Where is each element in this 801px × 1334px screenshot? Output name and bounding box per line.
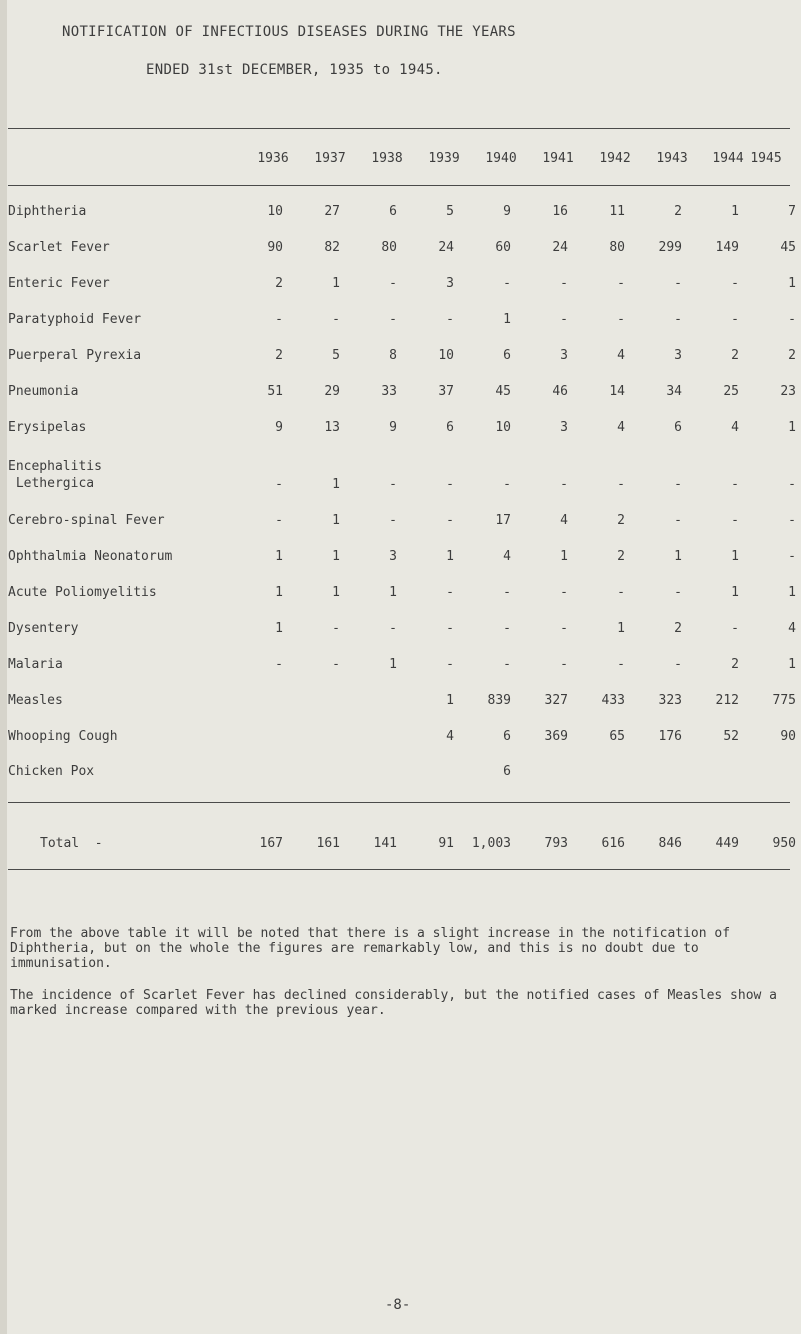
table-cell: 13	[324, 420, 340, 435]
table-row	[0, 459, 801, 512]
table-cell: 1	[731, 585, 739, 600]
table-cell: -	[617, 657, 625, 672]
table-cell: 24	[552, 240, 568, 255]
table-row	[0, 584, 801, 604]
table-cell: -	[389, 312, 397, 327]
table-row	[0, 275, 801, 295]
table-cell: 45	[780, 240, 796, 255]
table-cell: 80	[609, 240, 625, 255]
table-row	[0, 656, 801, 676]
year-header: 1940	[485, 151, 517, 166]
table-cell: 327	[544, 693, 568, 708]
table-cell: 5	[332, 348, 340, 363]
total-rule	[8, 869, 790, 870]
total-cell: 846	[658, 836, 682, 851]
table-cell: -	[389, 477, 397, 492]
table-cell: 1	[446, 549, 454, 564]
table-cell: 2	[788, 348, 796, 363]
page-subtitle: ENDED 31st DECEMBER, 1935 to 1945.	[146, 62, 443, 78]
row-label: Paratyphoid Fever	[8, 312, 142, 327]
table-cell: -	[503, 585, 511, 600]
row-label: Acute Poliomyelitis	[8, 585, 157, 600]
table-row	[0, 512, 801, 532]
table-cell: 6	[389, 204, 397, 219]
table-cell: -	[617, 477, 625, 492]
table-row	[0, 692, 801, 712]
paragraph-scarlet-fever: The incidence of Scarlet Fever has declined considerably, but the notified cases of Measles show a marked increase compared with the previous year.	[10, 988, 778, 1018]
row-label: Chicken Pox	[8, 764, 95, 779]
table-row	[0, 548, 801, 568]
row-label: Puerperal Pyrexia	[8, 348, 142, 363]
table-cell: 1	[788, 585, 796, 600]
table-cell: -	[446, 312, 454, 327]
table-cell: 775	[772, 693, 796, 708]
year-header: 1936	[257, 151, 289, 166]
table-cell: 2	[731, 657, 739, 672]
table-cell: 25	[723, 384, 739, 399]
row-label: Scarlet Fever	[8, 240, 110, 255]
table-cell: 176	[658, 729, 682, 744]
table-cell: -	[389, 513, 397, 528]
table-row	[0, 239, 801, 259]
table-cell: -	[788, 513, 796, 528]
table-cell: 369	[544, 729, 568, 744]
table-cell: -	[560, 657, 568, 672]
total-cell: 449	[715, 836, 739, 851]
table-cell: 46	[552, 384, 568, 399]
table-cell: -	[332, 657, 340, 672]
table-cell: 10	[438, 348, 454, 363]
table-cell: -	[731, 312, 739, 327]
table-cell: -	[446, 513, 454, 528]
table-cell: 82	[324, 240, 340, 255]
year-header: 1939	[428, 151, 460, 166]
table-cell: 45	[495, 384, 511, 399]
table-cell: -	[674, 657, 682, 672]
total-cell: 167	[259, 836, 283, 851]
table-cell: 433	[601, 693, 625, 708]
table-cell: 1	[731, 204, 739, 219]
table-cell: 1	[332, 585, 340, 600]
table-cell: 1	[674, 549, 682, 564]
table-cell: -	[560, 477, 568, 492]
table-cell: 5	[446, 204, 454, 219]
table-cell: 149	[715, 240, 739, 255]
table-cell: 1	[332, 549, 340, 564]
table-cell: -	[731, 621, 739, 636]
table-cell: 1	[275, 549, 283, 564]
table-cell: 323	[658, 693, 682, 708]
table-cell: 65	[609, 729, 625, 744]
table-top-rule	[8, 128, 790, 129]
table-cell: 1	[332, 513, 340, 528]
table-cell: 4	[560, 513, 568, 528]
table-cell: -	[275, 312, 283, 327]
total-label: Total -	[40, 836, 103, 851]
year-header: 1942	[599, 151, 631, 166]
table-cell: 14	[609, 384, 625, 399]
table-cell: -	[503, 477, 511, 492]
table-cell: 6	[503, 348, 511, 363]
table-cell: 4	[503, 549, 511, 564]
table-header-row	[0, 150, 801, 170]
row-label: Malaria	[8, 657, 63, 672]
table-cell: 212	[715, 693, 739, 708]
table-cell: -	[731, 477, 739, 492]
table-cell: 10	[267, 204, 283, 219]
page-title: NOTIFICATION OF INFECTIOUS DISEASES DURING THE YEARS	[62, 24, 516, 40]
table-cell: 33	[381, 384, 397, 399]
total-cell: 616	[601, 836, 625, 851]
table-cell: 23	[780, 384, 796, 399]
table-cell: 3	[560, 420, 568, 435]
table-header-rule	[8, 185, 790, 186]
table-cell: 4	[788, 621, 796, 636]
table-cell: 6	[503, 729, 511, 744]
table-cell: 4	[617, 348, 625, 363]
table-row	[0, 203, 801, 223]
table-cell: 16	[552, 204, 568, 219]
total-row	[0, 835, 801, 855]
table-cell: 52	[723, 729, 739, 744]
table-cell: -	[503, 276, 511, 291]
table-cell: -	[674, 477, 682, 492]
table-cell: -	[446, 621, 454, 636]
table-cell: -	[275, 477, 283, 492]
paragraph-diphtheria: From the above table it will be noted that there is a slight increase in the notification of Diphtheria, but on the whole the figures are remarkably low, and this is no doubt due to immunisation.	[10, 926, 731, 971]
table-cell: 24	[438, 240, 454, 255]
row-label: Pneumonia	[8, 384, 79, 399]
table-cell: -	[731, 276, 739, 291]
table-cell: 34	[666, 384, 682, 399]
table-cell: 8	[389, 348, 397, 363]
table-cell: 2	[674, 204, 682, 219]
table-cell: 9	[503, 204, 511, 219]
total-cell: 161	[316, 836, 340, 851]
table-cell: 6	[674, 420, 682, 435]
row-label: Cerebro-spinal Fever	[8, 513, 165, 528]
table-cell: 3	[446, 276, 454, 291]
table-cell: -	[674, 513, 682, 528]
table-cell: 2	[731, 348, 739, 363]
table-bottom-rule	[8, 802, 790, 803]
table-cell: 10	[495, 420, 511, 435]
table-cell: 90	[267, 240, 283, 255]
table-cell: 4	[731, 420, 739, 435]
table-cell: -	[446, 585, 454, 600]
row-label: Erysipelas	[8, 420, 87, 435]
table-cell: 11	[609, 204, 625, 219]
table-cell: 9	[275, 420, 283, 435]
table-cell: 1	[446, 693, 454, 708]
table-cell: -	[788, 477, 796, 492]
table-cell: 839	[487, 693, 511, 708]
table-row	[0, 347, 801, 367]
table-cell: 1	[788, 276, 796, 291]
table-row	[0, 763, 801, 783]
row-label: Measles	[8, 693, 63, 708]
table-cell: 1	[332, 276, 340, 291]
year-header: 1945	[750, 151, 782, 166]
table-cell: -	[503, 621, 511, 636]
table-cell: -	[560, 312, 568, 327]
table-row	[0, 620, 801, 640]
table-cell: 4	[446, 729, 454, 744]
table-cell: 60	[495, 240, 511, 255]
table-cell: 27	[324, 204, 340, 219]
total-cell: 91	[438, 836, 454, 851]
table-cell: 3	[674, 348, 682, 363]
year-header: 1944	[712, 151, 744, 166]
table-cell: -	[788, 549, 796, 564]
table-row	[0, 728, 801, 748]
total-cell: 141	[373, 836, 397, 851]
row-label: Enteric Fever	[8, 276, 110, 291]
table-cell: -	[389, 276, 397, 291]
total-cell: 1,003	[471, 836, 511, 851]
table-cell: 2	[674, 621, 682, 636]
table-cell: -	[674, 585, 682, 600]
table-cell: -	[560, 276, 568, 291]
table-cell: 2	[275, 348, 283, 363]
row-label: Diphtheria	[8, 204, 87, 219]
table-cell: 37	[438, 384, 454, 399]
table-row	[0, 311, 801, 331]
table-cell: 1	[788, 657, 796, 672]
table-cell: 80	[381, 240, 397, 255]
year-header: 1937	[314, 151, 346, 166]
table-cell: -	[617, 276, 625, 291]
table-cell: -	[446, 477, 454, 492]
table-cell: 1	[389, 657, 397, 672]
table-cell: 51	[267, 384, 283, 399]
table-cell: 1	[617, 621, 625, 636]
row-label: Ophthalmia Neonatorum	[8, 549, 173, 564]
page-number: -8-	[385, 1297, 411, 1313]
table-cell: -	[560, 585, 568, 600]
total-cell: 793	[544, 836, 568, 851]
year-header: 1938	[371, 151, 403, 166]
table-cell: 1	[731, 549, 739, 564]
table-cell: 4	[617, 420, 625, 435]
table-cell: -	[617, 312, 625, 327]
table-cell: -	[503, 657, 511, 672]
year-header: 1941	[542, 151, 574, 166]
table-cell: -	[788, 312, 796, 327]
table-cell: 1	[389, 585, 397, 600]
table-cell: -	[275, 657, 283, 672]
table-cell: -	[275, 513, 283, 528]
table-cell: 2	[617, 549, 625, 564]
table-cell: 1	[788, 420, 796, 435]
table-cell: 90	[780, 729, 796, 744]
table-cell: -	[674, 312, 682, 327]
year-header: 1943	[656, 151, 688, 166]
table-cell: -	[617, 585, 625, 600]
row-label: Dysentery	[8, 621, 79, 636]
table-cell: 1	[275, 585, 283, 600]
table-row	[0, 383, 801, 403]
table-cell: 6	[446, 420, 454, 435]
table-cell: 299	[658, 240, 682, 255]
total-cell: 950	[772, 836, 796, 851]
table-cell: -	[446, 657, 454, 672]
table-cell: 1	[503, 312, 511, 327]
table-cell: 2	[617, 513, 625, 528]
table-cell: -	[389, 621, 397, 636]
table-cell: 3	[560, 348, 568, 363]
table-cell: 17	[495, 513, 511, 528]
table-cell: -	[731, 513, 739, 528]
table-row	[0, 419, 801, 439]
table-cell: 9	[389, 420, 397, 435]
table-cell: -	[560, 621, 568, 636]
table-cell: 7	[788, 204, 796, 219]
table-cell: 1	[560, 549, 568, 564]
table-cell: 2	[275, 276, 283, 291]
table-cell: 29	[324, 384, 340, 399]
row-label: Whooping Cough	[8, 729, 118, 744]
table-cell: 3	[389, 549, 397, 564]
table-cell: -	[674, 276, 682, 291]
table-cell: -	[332, 312, 340, 327]
row-label: Encephalitis Lethergica	[8, 459, 102, 491]
table-cell: -	[332, 621, 340, 636]
table-cell: 1	[275, 621, 283, 636]
table-cell: 1	[332, 477, 340, 492]
table-cell: 6	[503, 764, 511, 779]
